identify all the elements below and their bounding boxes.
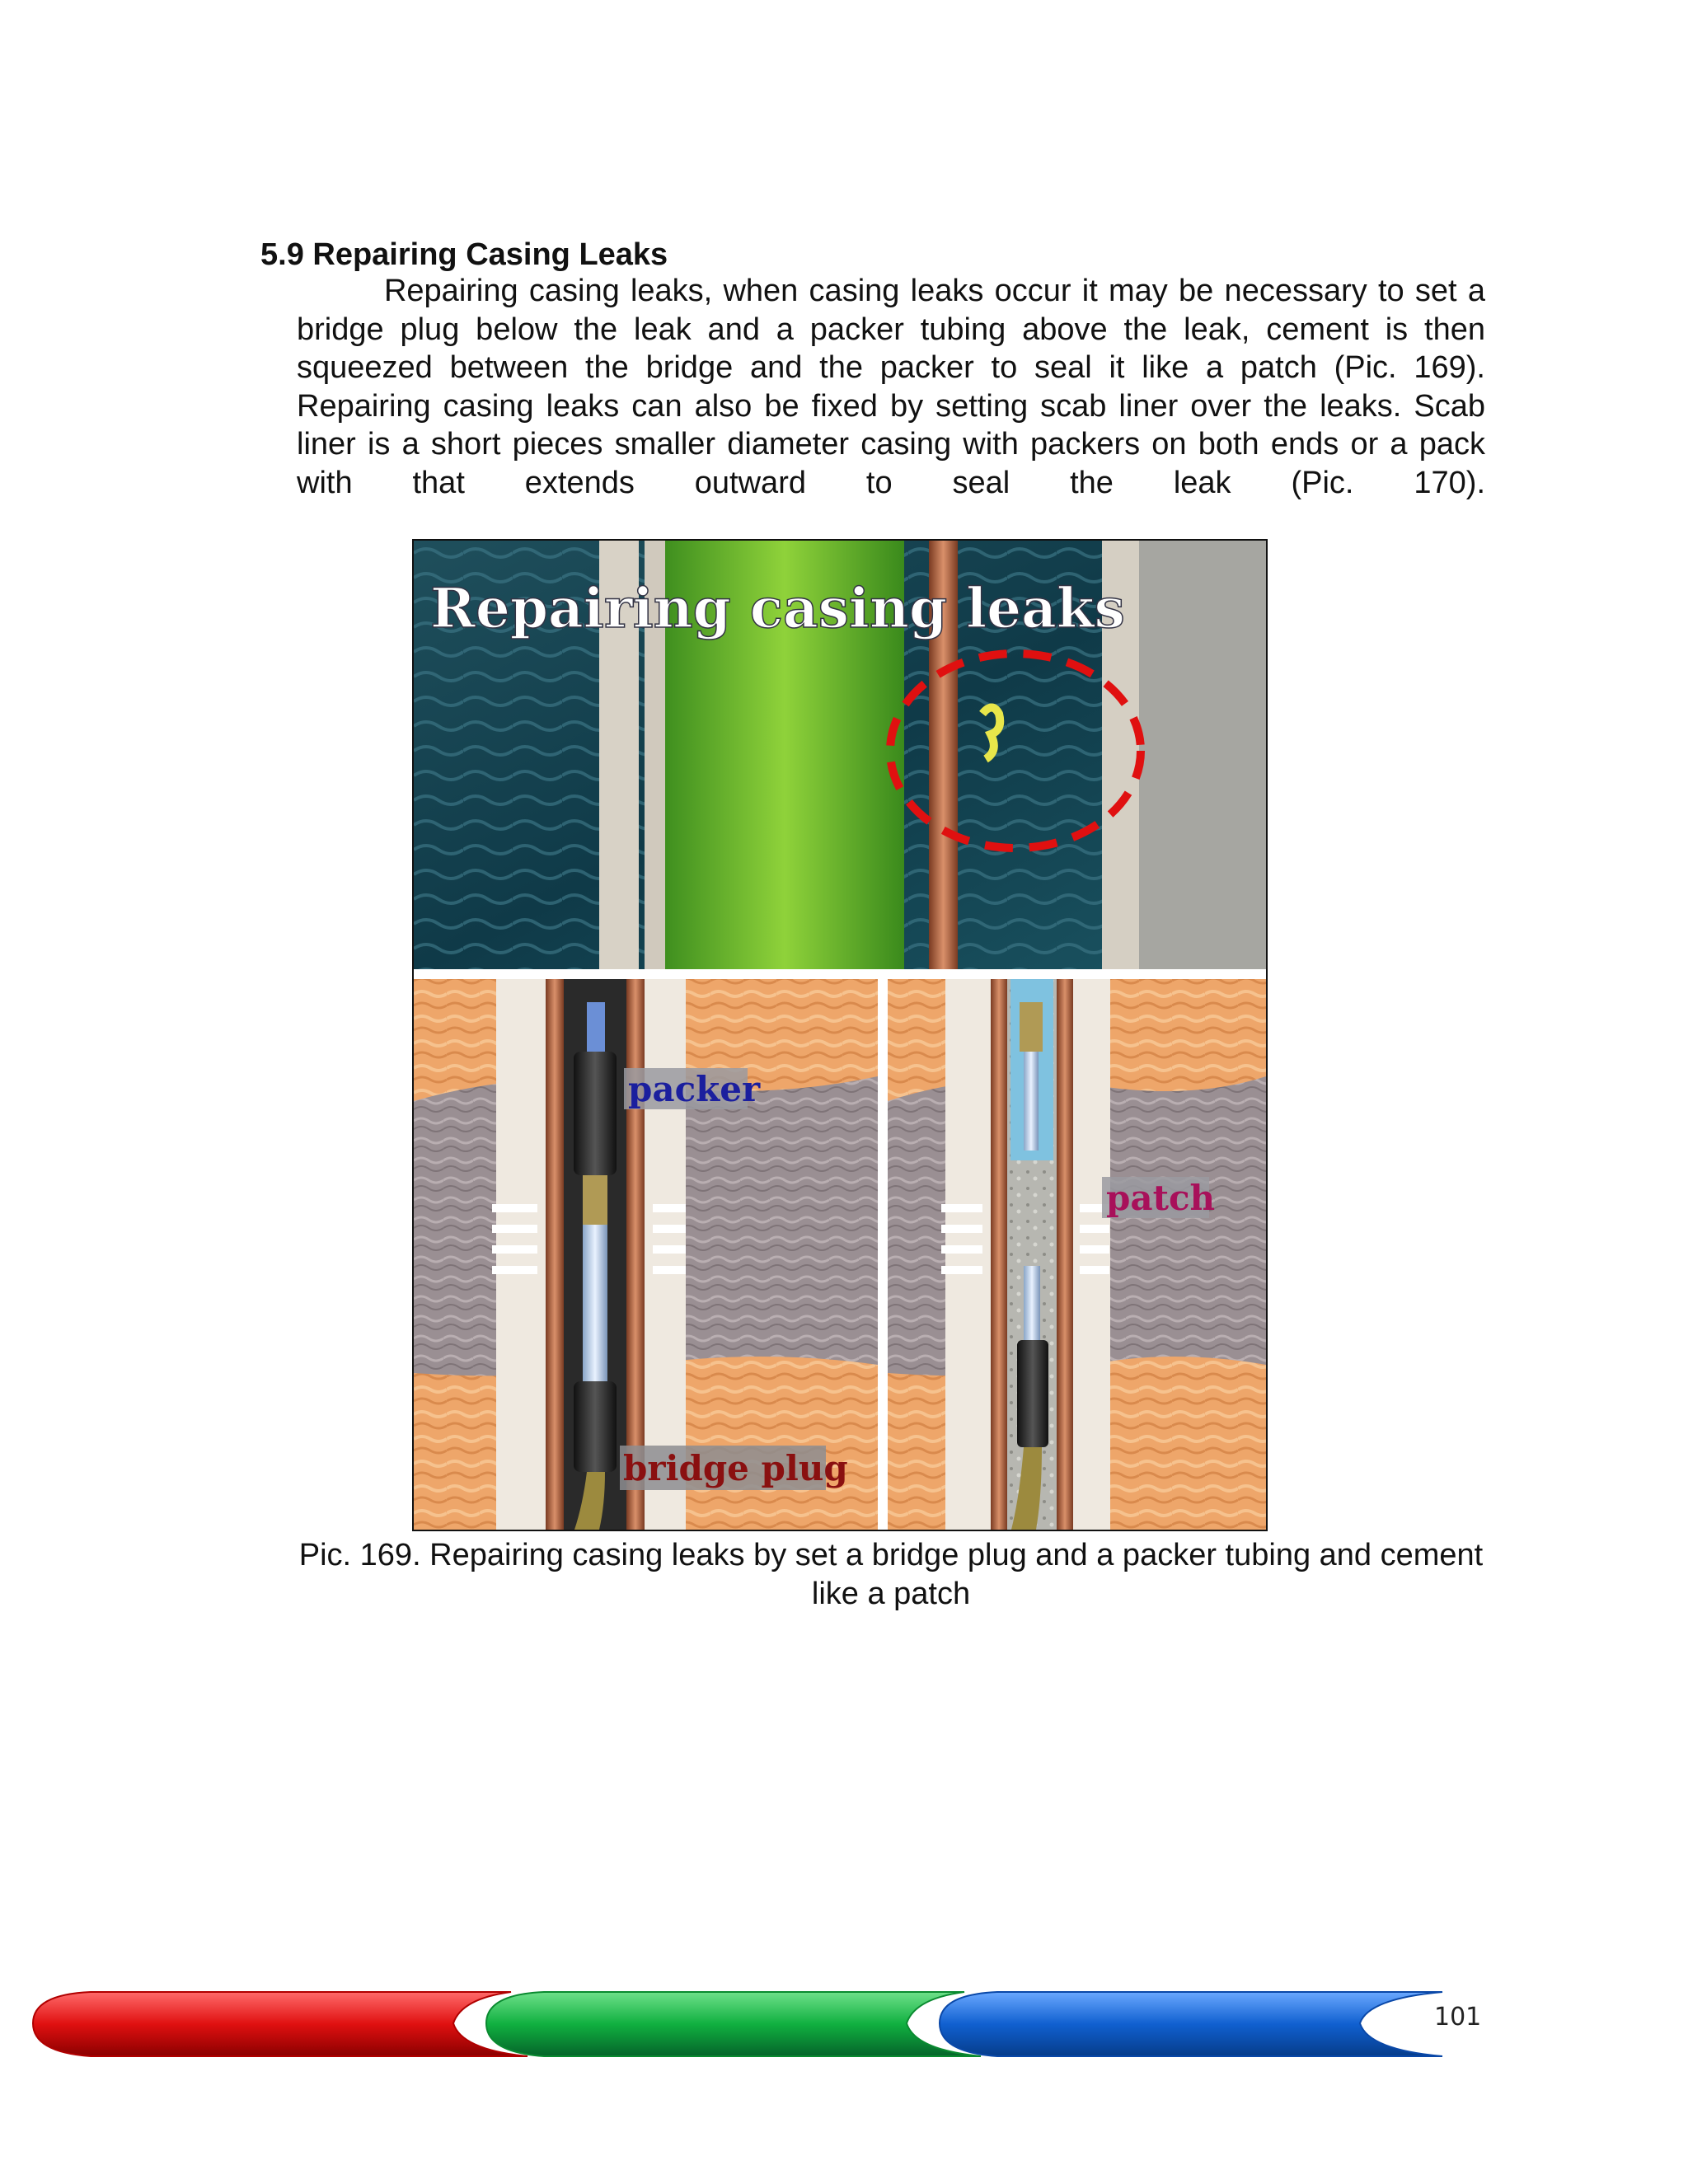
rock-formation [1139, 541, 1266, 969]
patch-label: patch [1106, 1178, 1216, 1218]
bridge-plug-element [574, 1381, 617, 1472]
bottom-left-panel [414, 979, 878, 1530]
footer-bar-red [33, 1992, 528, 2056]
body-paragraph-text: Repairing casing leaks, when casing leaks occur it may be necessary to set a bridge plug below the leak and a packer tubing above the leak, cement is then squeezed between the bridge and the packer to seal it like a patch (Pic. 169). Repairing casing leaks can also be fixed by setting scab liner over the leaks. Scab liner is a short pieces smaller diameter casing with packers on both ends or a pack with that extends outward to seal the leak (Pic. 170). [297, 274, 1485, 500]
bottom-right-panel [888, 979, 1266, 1530]
bridge-plug-label: bridge plug [623, 1448, 848, 1488]
overlay-title: Repairing casing leaks [430, 576, 1125, 640]
page-number: 101 [1434, 2003, 1482, 2032]
packer-label: packer [628, 1069, 761, 1109]
footer-bar-blue [940, 1992, 1442, 2056]
body-paragraph [297, 272, 1485, 541]
footer-bar-green [486, 1992, 981, 2056]
figure-illustration [414, 541, 1266, 1530]
top-panel [414, 541, 1266, 969]
packer-element [574, 1052, 617, 1175]
figure-casing-leak-repair [412, 539, 1268, 1531]
section-heading: 5.9 Repairing Casing Leaks [260, 237, 668, 272]
figure-caption: Pic. 169. Repairing casing leaks by set a bridge plug and a packer tubing and cement like a patch [298, 1538, 1484, 1611]
